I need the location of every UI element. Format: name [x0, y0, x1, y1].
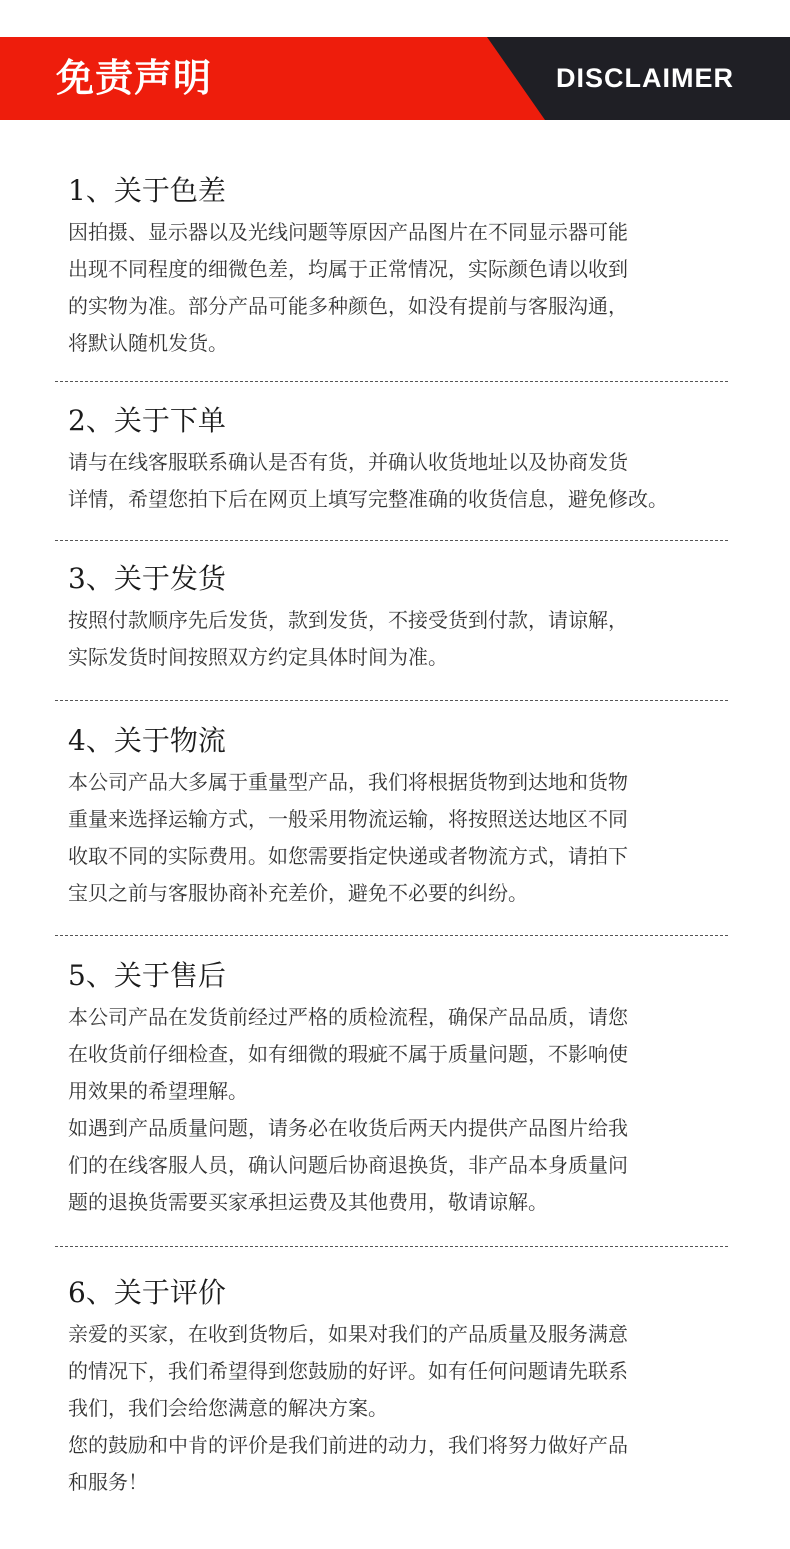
section-title: 1、关于色差 [68, 174, 226, 207]
section-title: 3、关于发货 [68, 562, 226, 595]
section-text-line: 请与在线客服联系确认是否有货，并确认收货地址以及协商发货 [68, 450, 628, 474]
section-text-line: 收取不同的实际费用。如您需要指定快递或者物流方式，请拍下 [68, 844, 628, 868]
section-text-line: 亲爱的买家，在收到货物后，如果对我们的产品质量及服务满意 [68, 1322, 628, 1346]
section-text-line: 本公司产品大多属于重量型产品，我们将根据货物到达地和货物 [68, 770, 628, 794]
section-text-line: 实际发货时间按照双方约定具体时间为准。 [68, 645, 448, 669]
section-body [68, 764, 736, 912]
section-body [68, 214, 736, 362]
section-text-line: 用效果的希望理解。 [68, 1079, 248, 1103]
section-text-line: 在收货前仔细检查，如有细微的瑕疵不属于质量问题，不影响使 [68, 1042, 628, 1066]
section-logistics [68, 720, 736, 912]
section-text-line: 按照付款顺序先后发货，款到发货，不接受货到付款，请谅解， [68, 608, 628, 632]
section-body [68, 444, 736, 518]
section-divider [55, 381, 728, 382]
section-body [68, 1316, 736, 1501]
section-text-line: 我们，我们会给您满意的解决方案。 [68, 1396, 388, 1420]
section-divider [55, 700, 728, 701]
section-title: 2、关于下单 [68, 404, 226, 437]
section-text-line: 的实物为准。部分产品可能多种颜色，如没有提前与客服沟通， [68, 294, 628, 318]
section-title: 6、关于评价 [68, 1276, 226, 1309]
section-text-line: 如遇到产品质量问题，请务必在收货后两天内提供产品图片给我 [68, 1116, 628, 1140]
section-text-line: 题的退换货需要买家承担运费及其他费用，敬请谅解。 [68, 1190, 548, 1214]
disclaimer-banner [0, 37, 790, 120]
section-body [68, 602, 736, 676]
section-text-line: 们的在线客服人员，确认问题后协商退换货，非产品本身质量问 [68, 1153, 628, 1177]
section-text-line: 的情况下，我们希望得到您鼓励的好评。如有任何问题请先联系 [68, 1359, 628, 1383]
section-after-sales [68, 955, 736, 1221]
section-text-line: 本公司产品在发货前经过严格的质检流程，确保产品品质，请您 [68, 1005, 628, 1029]
section-title: 4、关于物流 [68, 724, 226, 757]
section-text-line: 和服务！ [68, 1470, 148, 1494]
section-ordering [68, 400, 736, 518]
section-text-line: 重量来选择运输方式，一般采用物流运输，将按照送达地区不同 [68, 807, 628, 831]
section-reviews [68, 1272, 736, 1501]
section-text-line: 您的鼓励和中肯的评价是我们前进的动力，我们将努力做好产品 [68, 1433, 628, 1457]
section-divider [55, 935, 728, 936]
section-shipping [68, 558, 736, 676]
banner-subtitle: DISCLAIMER [556, 63, 734, 93]
section-text-line: 将默认随机发货。 [68, 331, 228, 355]
section-color-difference [68, 170, 736, 362]
section-title: 5、关于售后 [68, 959, 226, 992]
section-text-line: 出现不同程度的细微色差，均属于正常情况，实际颜色请以收到 [68, 257, 628, 281]
section-text-line: 宝贝之前与客服协商补充差价，避免不必要的纠纷。 [68, 881, 528, 905]
section-text-line: 因拍摄、显示器以及光线问题等原因产品图片在不同显示器可能 [68, 220, 628, 244]
section-text-line: 详情，希望您拍下后在网页上填写完整准确的收货信息，避免修改。 [68, 487, 668, 511]
section-divider [55, 540, 728, 541]
section-divider [55, 1246, 728, 1247]
banner-title: 免责声明 [56, 56, 213, 100]
section-body [68, 999, 736, 1221]
